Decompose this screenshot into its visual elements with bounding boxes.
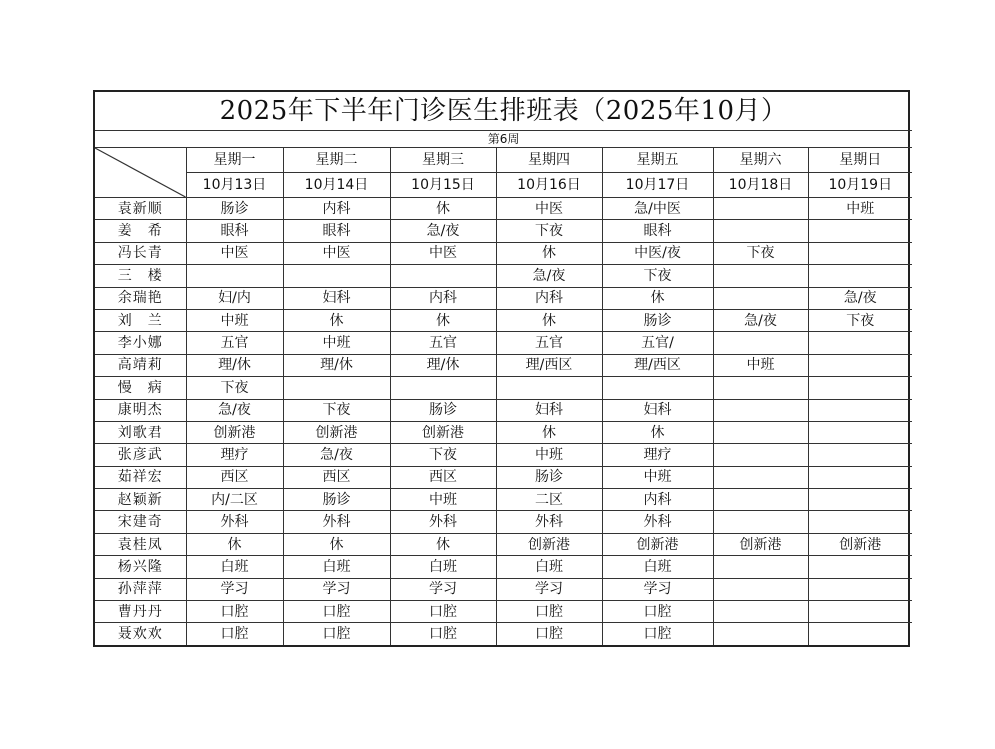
shift-cell	[713, 556, 808, 578]
table-row	[95, 354, 912, 376]
shift-cell: 下夜	[186, 377, 283, 399]
weekday-header: 星期日	[808, 148, 912, 173]
shift-cell: 白班	[496, 556, 602, 578]
shift-cell: 内/二区	[186, 489, 283, 511]
shift-cell: 学习	[186, 578, 283, 600]
shift-cell	[390, 377, 496, 399]
doctor-name: 袁新顺	[95, 198, 186, 220]
corner-header	[95, 148, 186, 198]
shift-cell: 下夜	[713, 242, 808, 264]
shift-cell: 肠诊	[186, 198, 283, 220]
schedule-table	[95, 92, 912, 645]
shift-cell: 内科	[390, 287, 496, 309]
shift-cell: 眼科	[186, 220, 283, 242]
shift-cell	[808, 623, 912, 645]
table-row	[95, 309, 912, 331]
page-title: 2025年下半年门诊医生排班表（2025年10月）	[95, 92, 912, 131]
table-row	[95, 220, 912, 242]
shift-cell	[808, 421, 912, 443]
shift-cell: 休	[496, 309, 602, 331]
shift-cell	[808, 466, 912, 488]
shift-cell: 理/休	[390, 354, 496, 376]
shift-cell: 下夜	[602, 265, 713, 287]
week-label: 第6周	[95, 131, 912, 148]
shift-cell	[713, 332, 808, 354]
shift-cell: 理疗	[186, 444, 283, 466]
shift-cell: 理/休	[283, 354, 390, 376]
shift-cell	[496, 377, 602, 399]
doctor-name: 曹丹丹	[95, 601, 186, 623]
doctor-name: 刘 兰	[95, 309, 186, 331]
shift-cell	[808, 556, 912, 578]
shift-cell: 创新港	[808, 533, 912, 555]
doctor-name: 李小娜	[95, 332, 186, 354]
shift-cell: 急/夜	[713, 309, 808, 331]
shift-cell: 急/夜	[186, 399, 283, 421]
shift-cell: 内科	[496, 287, 602, 309]
table-row	[95, 556, 912, 578]
weekday-header: 星期二	[283, 148, 390, 173]
shift-cell: 急/夜	[808, 287, 912, 309]
doctor-name: 慢 病	[95, 377, 186, 399]
shift-cell: 理疗	[602, 444, 713, 466]
shift-cell: 眼科	[283, 220, 390, 242]
shift-cell: 肠诊	[283, 489, 390, 511]
shift-cell: 口腔	[186, 601, 283, 623]
shift-cell	[713, 198, 808, 220]
shift-cell	[808, 220, 912, 242]
shift-cell	[808, 265, 912, 287]
doctor-name: 余瑞艳	[95, 287, 186, 309]
shift-cell: 学习	[283, 578, 390, 600]
shift-cell: 学习	[496, 578, 602, 600]
shift-cell: 下夜	[496, 220, 602, 242]
shift-cell: 口腔	[496, 601, 602, 623]
shift-cell: 急/中医	[602, 198, 713, 220]
doctor-name: 聂欢欢	[95, 623, 186, 645]
shift-cell: 肠诊	[390, 399, 496, 421]
table-row	[95, 489, 912, 511]
shift-cell: 中班	[283, 332, 390, 354]
doctor-name: 姜 希	[95, 220, 186, 242]
shift-cell: 妇科	[283, 287, 390, 309]
shift-cell	[713, 287, 808, 309]
weekday-header: 星期四	[496, 148, 602, 173]
shift-cell: 外科	[390, 511, 496, 533]
shift-cell: 五官/	[602, 332, 713, 354]
doctor-name: 刘歌君	[95, 421, 186, 443]
shift-cell: 休	[602, 287, 713, 309]
shift-cell: 口腔	[602, 623, 713, 645]
shift-cell: 口腔	[496, 623, 602, 645]
shift-cell: 学习	[390, 578, 496, 600]
shift-cell	[713, 421, 808, 443]
shift-cell: 内科	[283, 198, 390, 220]
shift-cell	[713, 220, 808, 242]
table-row	[95, 623, 912, 645]
shift-cell: 中医	[186, 242, 283, 264]
shift-cell: 眼科	[602, 220, 713, 242]
shift-cell: 二区	[496, 489, 602, 511]
doctor-name: 杨兴隆	[95, 556, 186, 578]
weekday-header: 星期三	[390, 148, 496, 173]
shift-cell: 中班	[496, 444, 602, 466]
shift-cell	[602, 377, 713, 399]
shift-cell: 肠诊	[496, 466, 602, 488]
table-row	[95, 421, 912, 443]
shift-cell: 急/夜	[283, 444, 390, 466]
shift-cell	[808, 489, 912, 511]
shift-cell: 外科	[602, 511, 713, 533]
shift-cell: 口腔	[283, 601, 390, 623]
schedule-sheet	[93, 90, 910, 647]
shift-cell: 口腔	[390, 623, 496, 645]
shift-cell: 妇科	[602, 399, 713, 421]
shift-cell: 外科	[283, 511, 390, 533]
shift-cell: 休	[283, 533, 390, 555]
shift-cell: 急/夜	[390, 220, 496, 242]
doctor-name: 宋建奇	[95, 511, 186, 533]
doctor-name: 三 楼	[95, 265, 186, 287]
shift-cell: 理/西区	[602, 354, 713, 376]
table-row	[95, 533, 912, 555]
weekday-header: 星期六	[713, 148, 808, 173]
date-header: 10月13日	[186, 173, 283, 198]
shift-cell: 中医	[496, 198, 602, 220]
shift-cell: 中班	[713, 354, 808, 376]
shift-cell: 五官	[390, 332, 496, 354]
shift-cell: 五官	[496, 332, 602, 354]
shift-cell: 五官	[186, 332, 283, 354]
shift-cell: 中班	[602, 466, 713, 488]
date-header: 10月16日	[496, 173, 602, 198]
table-row	[95, 377, 912, 399]
shift-cell	[713, 399, 808, 421]
shift-cell: 白班	[283, 556, 390, 578]
shift-cell: 学习	[602, 578, 713, 600]
table-row	[95, 242, 912, 264]
shift-cell: 口腔	[283, 623, 390, 645]
weekday-header: 星期五	[602, 148, 713, 173]
shift-cell: 急/夜	[496, 265, 602, 287]
date-header: 10月15日	[390, 173, 496, 198]
table-row	[95, 198, 912, 220]
shift-cell: 中医	[283, 242, 390, 264]
table-row	[95, 265, 912, 287]
shift-cell	[808, 399, 912, 421]
table-row	[95, 601, 912, 623]
shift-cell	[390, 265, 496, 287]
table-row	[95, 332, 912, 354]
shift-cell	[713, 377, 808, 399]
shift-cell	[808, 601, 912, 623]
shift-cell: 口腔	[390, 601, 496, 623]
doctor-name: 赵颖新	[95, 489, 186, 511]
shift-cell: 白班	[602, 556, 713, 578]
shift-cell: 休	[496, 421, 602, 443]
shift-cell: 白班	[186, 556, 283, 578]
shift-cell	[713, 578, 808, 600]
date-header: 10月17日	[602, 173, 713, 198]
shift-cell: 西区	[283, 466, 390, 488]
shift-cell: 休	[496, 242, 602, 264]
shift-cell	[808, 354, 912, 376]
doctor-name: 茹祥宏	[95, 466, 186, 488]
shift-cell	[713, 444, 808, 466]
doctor-name: 康明杰	[95, 399, 186, 421]
shift-cell	[283, 265, 390, 287]
shift-cell: 中班	[390, 489, 496, 511]
shift-cell: 中班	[186, 309, 283, 331]
shift-cell: 休	[186, 533, 283, 555]
date-header: 10月19日	[808, 173, 912, 198]
weekday-header: 星期一	[186, 148, 283, 173]
date-header: 10月18日	[713, 173, 808, 198]
table-row	[95, 466, 912, 488]
shift-cell: 休	[283, 309, 390, 331]
shift-cell: 西区	[390, 466, 496, 488]
shift-cell: 妇科	[496, 399, 602, 421]
shift-cell: 外科	[496, 511, 602, 533]
shift-cell: 下夜	[808, 309, 912, 331]
shift-cell	[808, 578, 912, 600]
shift-cell: 肠诊	[602, 309, 713, 331]
doctor-name: 张彦武	[95, 444, 186, 466]
shift-cell	[186, 265, 283, 287]
shift-cell: 内科	[602, 489, 713, 511]
shift-cell: 西区	[186, 466, 283, 488]
shift-cell: 中班	[808, 198, 912, 220]
shift-cell	[713, 466, 808, 488]
table-row	[95, 578, 912, 600]
shift-cell: 创新港	[390, 421, 496, 443]
shift-cell: 妇/内	[186, 287, 283, 309]
table-row	[95, 444, 912, 466]
shift-cell: 外科	[186, 511, 283, 533]
shift-cell: 休	[390, 533, 496, 555]
shift-cell	[713, 265, 808, 287]
doctor-name: 高靖莉	[95, 354, 186, 376]
shift-cell	[808, 242, 912, 264]
date-header: 10月14日	[283, 173, 390, 198]
shift-cell: 下夜	[390, 444, 496, 466]
table-row	[95, 399, 912, 421]
shift-cell: 创新港	[283, 421, 390, 443]
shift-cell: 创新港	[496, 533, 602, 555]
shift-cell	[808, 332, 912, 354]
shift-cell: 创新港	[186, 421, 283, 443]
shift-cell: 创新港	[713, 533, 808, 555]
shift-cell: 休	[390, 198, 496, 220]
shift-cell	[808, 444, 912, 466]
doctor-name: 冯长青	[95, 242, 186, 264]
doctor-name: 袁桂凤	[95, 533, 186, 555]
shift-cell	[713, 489, 808, 511]
shift-cell: 休	[390, 309, 496, 331]
shift-cell: 创新港	[602, 533, 713, 555]
shift-cell: 理/休	[186, 354, 283, 376]
shift-cell: 口腔	[186, 623, 283, 645]
shift-cell	[283, 377, 390, 399]
shift-cell	[713, 623, 808, 645]
shift-cell: 理/西区	[496, 354, 602, 376]
shift-cell	[808, 511, 912, 533]
shift-cell	[713, 601, 808, 623]
table-row	[95, 287, 912, 309]
doctor-name: 孙萍萍	[95, 578, 186, 600]
diagonal-divider-icon	[95, 148, 186, 197]
shift-cell: 下夜	[283, 399, 390, 421]
shift-cell: 休	[602, 421, 713, 443]
shift-cell: 中医	[390, 242, 496, 264]
shift-cell: 口腔	[602, 601, 713, 623]
shift-cell: 白班	[390, 556, 496, 578]
shift-cell	[808, 377, 912, 399]
shift-cell	[713, 511, 808, 533]
table-row	[95, 511, 912, 533]
shift-cell: 中医/夜	[602, 242, 713, 264]
